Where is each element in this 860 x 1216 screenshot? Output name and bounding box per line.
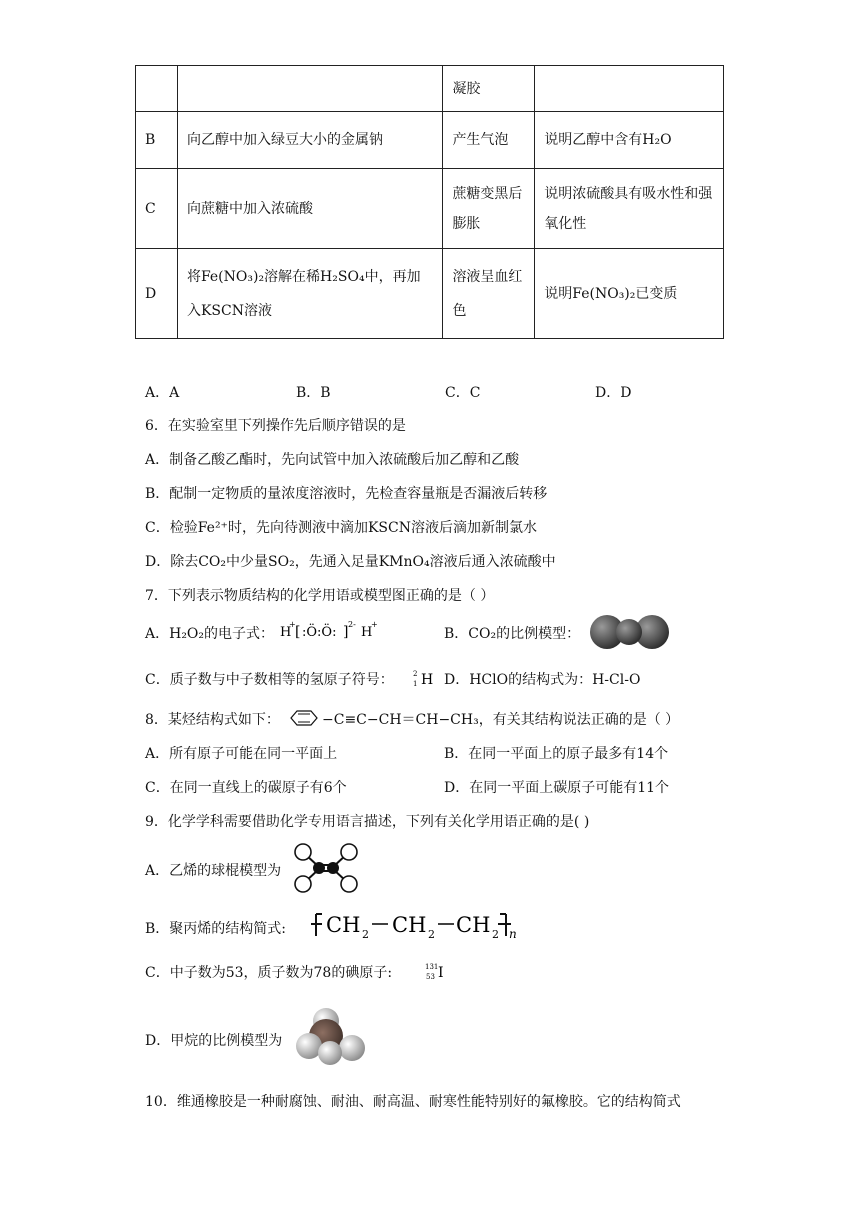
q5-option-a: A．A [145,385,180,401]
benzene-ring-icon [286,709,322,727]
electron-formula-figure [278,618,382,644]
q8-stem-prefix: 8．某烃结构式如下： [145,712,280,728]
operation-cell: 向乙醇中加入绿豆大小的金属钠 [177,112,442,169]
methane-model-figure [294,1006,370,1066]
svg-text:2: 2 [492,928,499,941]
svg-text:]: ] [343,624,349,640]
phenomenon-cell: 溶液呈血红色 [443,249,535,339]
svg-text:H: H [421,672,434,688]
q6-option-c: C．检验Fe²⁺时，先向待测液中滴加KSCN溶液后滴加新制氯水 [145,520,537,536]
svg-text:131: 131 [425,963,439,971]
q9-option-c: C．中子数为53，质子数为78的碘原子: [145,965,393,981]
table-row [136,169,724,249]
conclusion-cell: 说明乙醇中含有H₂O [535,112,724,169]
q6-option-b: B．配制一定物质的量浓度溶液时，先检查容量瓶是否漏液后转移 [145,486,548,502]
question-5-table [135,65,724,339]
svg-text::Ö:Ö:: :Ö:Ö: [302,625,337,640]
svg-text:CH: CH [392,913,427,937]
table-row [136,249,724,339]
svg-text:H: H [280,625,292,640]
iodine-symbol-figure [424,961,446,983]
q6-option-a: A．制备乙酸乙酯时，先向试管中加入浓硫酸后加乙醇和乙酸 [145,452,520,468]
q8-option-d: D．在同一平面上碳原子可能有11个 [444,780,670,796]
q7-option-d: D．HClO的结构式为：H-Cl-O [444,672,641,688]
ethylene-ball-stick-figure [292,843,360,893]
q5-option-d: D．D [595,385,632,401]
phenomenon-cell: 蔗糖变黑后膨胀 [443,169,535,249]
q7-stem: 7．下列表示物质结构的化学用语或模型图正确的是（ ） [145,588,495,604]
svg-text:CH: CH [456,913,491,937]
q9-option-d: D．甲烷的比例模型为 [145,1033,283,1049]
co2-model-figure [588,612,672,652]
svg-text:1: 1 [413,680,418,688]
svg-text:[: [ [295,624,301,640]
row-label: B [136,112,178,169]
row-label: C [136,169,178,249]
svg-text:2: 2 [428,928,435,941]
table-row [136,112,724,169]
svg-text:+: + [289,620,296,629]
q9-stem: 9．化学学科需要借助化学专用语言描述，下列有关化学用语正确的是( ) [145,814,590,830]
operation-cell: 向蔗糖中加入浓硫酸 [177,169,442,249]
svg-text:CH: CH [326,913,361,937]
phenomenon-cell: 产生气泡 [443,112,535,169]
q8-option-c: C．在同一直线上的碳原子有6个 [145,780,347,796]
hydrogen-symbol-figure [412,667,438,691]
phenomenon-cell: 凝胶 [443,66,535,112]
polypropylene-formula-figure [308,908,522,942]
operation-cell: 将Fe(NO₃)₂溶解在稀H₂SO₄中，再加入KSCN溶液 [177,249,442,339]
q5-option-c: C．C [445,385,481,401]
svg-text:2: 2 [413,670,418,678]
q5-option-b: B．B [296,385,331,401]
row-label: D [136,249,178,339]
svg-text:53: 53 [426,973,435,981]
q9-option-a: A．乙烯的球棍模型为 [145,863,282,879]
svg-text:+: + [371,620,378,629]
q9-option-b: B．聚丙烯的结构简式: [145,921,287,937]
svg-text:2-: 2- [348,620,356,629]
svg-text:I: I [438,965,444,981]
conclusion-cell: 说明浓硫酸具有吸水性和强氧化性 [535,169,724,249]
row-label [136,66,178,112]
table-row [136,66,724,112]
q6-stem: 6．在实验室里下列操作先后顺序错误的是 [145,418,406,434]
q7-option-c: C．质子数与中子数相等的氢原子符号： [145,672,394,688]
operation-cell [177,66,442,112]
q7-option-a: A．H₂O₂的电子式： [145,626,275,642]
q7-option-b: B．CO₂的比例模型： [444,626,581,642]
q8-option-a: A．所有原子可能在同一平面上 [145,746,338,762]
svg-text:H: H [361,625,373,640]
conclusion-cell: 说明Fe(NO₃)₂已变质 [535,249,724,339]
q8-option-b: B．在同一平面上的原子最多有14个 [444,746,669,762]
q6-option-d: D．除去CO₂中少量SO₂，先通入足量KMnO₄溶液后通入浓硫酸中 [145,554,556,570]
conclusion-cell [535,66,724,112]
q8-stem-chain: −C≡C−CH＝CH−CH₃，有关其结构说法正确的是（ ） [322,712,680,728]
svg-text:n: n [509,927,517,941]
q10-stem: 10．维通橡胶是一种耐腐蚀、耐油、耐高温、耐寒性能特别好的氟橡胶。它的结构简式 [145,1094,681,1110]
svg-text:2: 2 [362,928,369,941]
